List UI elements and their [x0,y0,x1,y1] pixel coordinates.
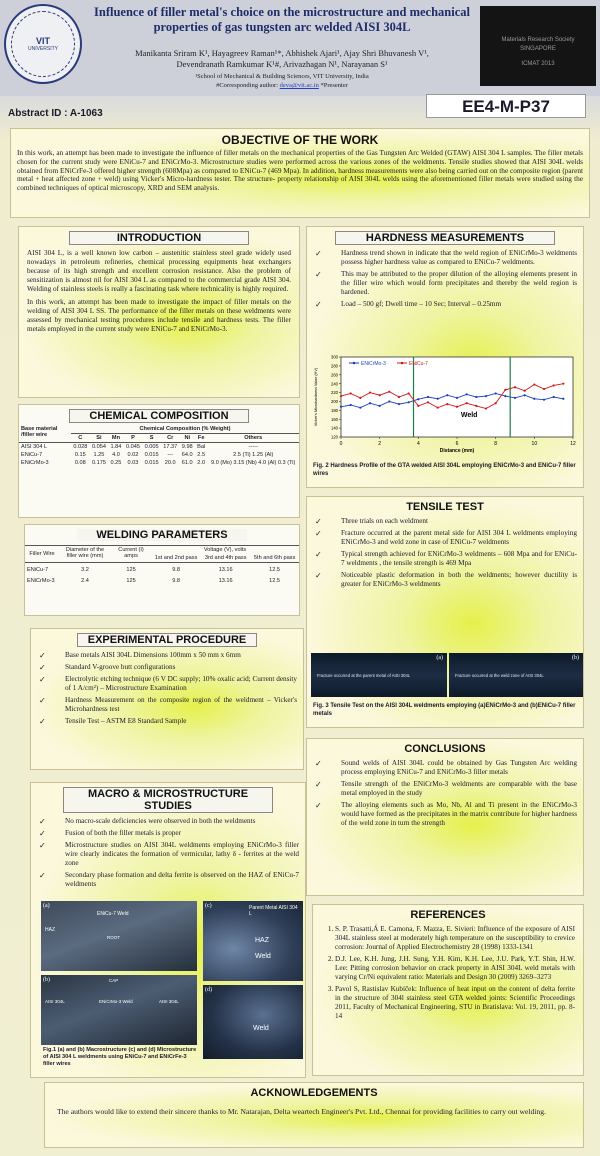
macro-label-a: (a) [43,903,50,909]
chemical-composition-heading: CHEMICAL COMPOSITION [69,409,249,423]
welding-voltage-cell: 9.8 [172,578,180,584]
hardness-list [307,245,583,316]
author-email-link[interactable]: deva@vit.ac.in [279,82,319,89]
data-point-enicu-7 [359,397,361,399]
welding-pass-3: 5th and 6th pass [250,554,299,563]
macro-haz-label-a: HAZ [45,927,55,933]
data-point-enicrmo-3 [475,396,477,398]
macro-item: ✓ Secondary phase formation and delta ferrite is observed on the HAZ of ENiCu-7 weldments [37,871,299,889]
micro-label-c: (c) [205,903,212,909]
data-point-enicu-7 [340,395,342,397]
microstructure-image-c [203,901,303,981]
conclusions-heading: CONCLUSIONS [404,743,486,755]
chem-group-header: Chemical Composition (% Weight) [71,425,299,434]
chem-row-name: ENiCu-7 [21,452,43,458]
affiliation-line: ¹School of Mechanical & Building Sciences, VIT University, India [195,73,369,80]
macro-filler-label-b: ENiCrMo-3 Weld [99,999,133,1004]
poster-code: EE4-M-P37 [426,94,586,118]
chem-column-header: S [142,434,161,443]
chem-cell: 2.0 [197,460,206,466]
welding-wire-cell: ENiCrMo-3 [27,578,55,584]
welding-pass-2: 3rd and 4th pass [201,554,250,563]
references-section [312,904,584,1076]
introduction-heading: INTRODUCTION [69,231,249,245]
affiliation [92,72,472,90]
data-point-enicu-7 [475,405,477,407]
data-point-enicu-7 [543,388,545,390]
data-point-enicu-7 [446,403,448,405]
tensile-section [306,496,584,728]
experimental-procedure-heading: EXPERIMENTAL PROCEDURE [77,633,257,647]
chem-row-name: AISI 304 L [21,444,48,450]
y-tick-label: 260 [331,372,338,378]
chem-cell: 0.02 [127,452,139,458]
data-point-enicrmo-3 [427,396,429,398]
data-point-enicrmo-3 [466,393,468,395]
presenter-note: *Presenter [318,82,348,89]
data-point-enicu-7 [437,407,439,409]
poster-header [0,0,600,96]
data-point-enicrmo-3 [379,405,381,407]
experimental-procedure-section [30,628,304,770]
corresponding-author-line [92,81,472,90]
vit-logo-subtext: UNIVERSITY [27,46,58,52]
data-point-enicu-7 [408,392,410,394]
mrs-logo-line-1: Materials Research Society [501,37,575,43]
data-point-enicrmo-3 [369,402,371,404]
data-point-enicrmo-3 [340,406,342,408]
y-tick-label: 220 [331,390,338,396]
data-point-enicrmo-3 [553,396,555,398]
welding-current-cell: 125 [126,578,136,584]
macrostructure-image-a [41,901,197,971]
reference-item: 3. Pavol S, Rastislav Kubíček: Influence of heat input on the content of delta ferrite in the structure of 304l stainless steel GTA welded joints: Scientific Proceedings 2011, Faculty of Mechanical Engineering, STU in Bratislava: Vol. 19, 2011, pp. 8-14 [335,985,575,1021]
tensile-photo-text-b: Fracture occurred at the weld zone of AISI 304L [455,673,544,678]
welding-col-filler: Filler Wire [25,546,59,563]
welding-row [25,574,299,585]
reference-item: 2. D.J. Lee, K.H. Jung, J.H. Sung, Y.H. Kim, K.H. Lee, J.U. Park, Y.T. Shin, H.W. Lee: Pitting corrosion behavior on crack property in AISI 304L weld metals with varying Cr/Ni equivalent ratio: Materials and Design 30 (2009) 3269–3273 [335,955,575,982]
figure-1-caption: Fig.1 (a) and (b) Macrostructure (c) and (d) Microstructure of AISI 304 L weldments using ENiCu-7 and ENiCrFe-3 filler wires [43,1047,197,1067]
macro-microstructure-list [31,813,305,896]
hardness-item: ✓ Hardness trend shown in indicate that the weld region of ENiCrMo-3 weldments possess higher hardness value as compared to ENiCu-7 weldments. [313,249,577,267]
welding-voltage-cell: 12.5 [269,578,281,584]
tensile-item: ✓ Fracture occurred at the parent metal side for AISI 304 L weldments employing ENiCrMo-3 and weld zone in case of ENiCu-7 weldments [313,529,577,547]
data-point-enicu-7 [533,383,535,385]
vit-logo [4,4,82,84]
data-point-enicu-7 [456,406,458,408]
chem-cell: 0.005 [144,444,159,450]
chem-cell: 17.37 [163,444,178,450]
microstructure-image-d [203,985,303,1059]
chemical-composition-table [19,425,299,467]
x-tick-label: 4 [416,441,420,447]
mrs-logo-line-3: ICMAT 2013 [521,61,555,67]
data-point-enicrmo-3 [504,395,506,397]
mrs-logo-line-2: SINGAPORE [520,46,556,52]
data-point-enicrmo-3 [543,399,545,401]
acknowledgements-text: The authors would like to extend their sincere thanks to Mr. Natarajan, Delta weartech Engineer's Pvt. Ltd., Chennai for providing facilities to carry out welding. [57,1107,546,1116]
tensile-item: ✓ Noticeable plastic deformation in both the weldments; however ductility is greater for ENiCrMo-3 weldments [313,571,577,589]
objective-section [10,128,590,218]
data-point-enicu-7 [524,390,526,392]
data-point-enicu-7 [350,392,352,394]
chem-row [19,459,299,467]
data-point-enicrmo-3 [359,407,361,409]
authors-line-1: Manikanta Sriram K¹, Hayagreev Raman¹*, Abhishek Ajari¹, Ajay Shri Bhuvanesh V¹, [135,48,429,58]
data-point-enicrmo-3 [446,394,448,396]
data-point-enicu-7 [388,391,390,393]
chem-column-header: Fe [195,434,208,443]
micro-weld-label-c: Weld [255,953,271,960]
x-tick-label: 10 [531,441,538,447]
chemical-composition-section [18,404,300,518]
macro-item: ✓ Fusion of both the filler metals is proper [37,829,299,838]
abstract-id: Abstract ID : A-1063 [8,108,103,119]
chem-cell: 0.054 [91,444,106,450]
data-point-enicu-7 [514,386,516,388]
macro-microstructure-heading: MACRO & MICROSTRUCTURE STUDIES [63,787,273,813]
data-point-enicu-7 [562,383,564,385]
y-axis-label: Vicker's Microhardness Value (HV) [314,367,318,427]
chem-cell: 0.15 [74,452,86,458]
x-axis-label: Distance (mm) [439,448,475,454]
chem-cell: 0.175 [91,460,106,466]
y-tick-label: 120 [331,434,338,440]
data-point-enicrmo-3 [514,397,516,399]
introduction-para-2: In this work, an attempt has been made to investigate the impact of filler metals on the welding of AISI 304 L SS. The performance of the filler metals on these weldments were assessed by mechanical testing procedures include tensile and hardness tests. The filler metals employed in the current study were ENiCu-7 and ENiCrMo-3. [27,298,291,333]
data-point-enicrmo-3 [398,403,400,405]
chem-cell: 2.5 [197,452,206,458]
references-list [313,921,583,1028]
x-tick-label: 8 [494,441,498,447]
chem-cell: 9.98 [181,444,193,450]
tensile-photo-label-b: (b) [572,655,579,661]
macro-filler-label-a: ENiCu-7 Weld [97,911,129,917]
welding-col-diameter: Diameter of the filler wire (mm) [59,546,111,563]
macro-item: ✓ Microstructure studies on AISI 304L weldments employing ENiCrMo-3 filler wire clearly indicates the formation of vermicular, lathy δ - ferrites at the weld zone [37,841,299,868]
chem-column-header: Cr [161,434,180,443]
hardness-item: ✓ Load – 500 gf; Dwell time – 10 Sec; Interval – 0.25mm [313,300,577,309]
micro-weld-label-d: Weld [253,1025,269,1032]
data-point-enicu-7 [379,394,381,396]
y-tick-label: 300 [331,354,338,360]
welding-diameter-cell: 2.4 [81,578,89,584]
hardness-chart [311,347,581,457]
authors [92,48,472,70]
legend-marker [353,362,356,365]
welding-parameters-table [25,545,299,585]
conclusions-list [307,755,583,835]
chem-cell: 0.08 [74,460,86,466]
experimental-procedure-list [31,647,303,733]
data-point-enicrmo-3 [437,398,439,400]
y-tick-label: 180 [331,407,338,413]
legend-label: ENiCu-7 [409,360,428,367]
tensile-list [307,513,583,596]
experimental-item: ✓ Tensile Test – ASTM E8 Standard Sample [37,717,297,726]
macro-cap-label-b: CAP [109,978,119,983]
chem-cell: 0.015 [144,452,159,458]
chem-cell: 0.015 [144,460,159,466]
welding-pass-1: 1st and 2nd pass [151,554,201,563]
hardness-item: ✓ This may be attributed to the proper dilution of the alloying elements present in the filler wire which would form precipitates and thereby the weld region is hardened. [313,270,577,297]
data-point-enicu-7 [369,391,371,393]
chem-cell: 0.028 [73,444,88,450]
chem-cell: 0.045 [125,444,140,450]
chem-cell: 0.03 [127,460,139,466]
macro-label-b: (b) [43,977,50,983]
data-point-enicrmo-3 [524,394,526,396]
data-point-enicrmo-3 [495,392,497,394]
x-tick-label: 6 [455,441,459,447]
chem-column-header: Si [90,434,109,443]
x-tick-label: 12 [570,441,576,447]
welding-wire-cell: ENiCu-7 [27,567,49,573]
welding-current-cell: 125 [126,567,136,573]
data-point-enicu-7 [427,401,429,403]
chem-cell: 64.0 [181,452,193,458]
macrostructure-image-b [41,975,197,1045]
corresponding-prefix: #Corresponding author: [216,82,280,89]
experimental-item: ✓ Standard V-groove butt configurations [37,663,297,672]
welding-voltage-cell: 13.16 [218,578,233,584]
tensile-photo-text-a: Fracture occurred at the parent metal of AISI 304L [317,673,411,678]
data-point-enicu-7 [553,384,555,386]
data-point-enicu-7 [485,407,487,409]
chem-column-header: Mn [108,434,123,443]
welding-voltage-cell: 13.16 [218,567,233,573]
chem-cell: Bal [197,444,206,450]
data-point-enicu-7 [398,396,400,398]
chem-row [19,443,299,452]
acknowledgements-heading: ACKNOWLEDGEMENTS [250,1087,378,1099]
weld-annotation: Weld [460,412,478,419]
chem-column-header: Others [207,434,299,443]
chem-column-header: Ni [180,434,195,443]
objective-text: In this work, an attempt has been made to investigate the influence of filler metals on the mechanical properties of the Gas Tungsten Arc Welded (GTAW) AISI 304 L samples. The filler metals chosen for the current study were ENiCu-7 and ENiCrMo-3. Microstructure studies were performed across the various zones of the weldments. Tensile studies showed that AISI 304L welds obtained from ENiCrFe-3 offered higher strength (608Mpa) as compared to ENiCu-7 (469 Mpa). In addition, hardness measurements were also being carried out on the composite region (parent metal + heat affected zone + weld) using Vicker's Micro-hardness tester. The structure- property relationship of AISI 304L welds using the aforementioned filler metals were studied using the combined techniques of optical microscopy, XRD and SEM analysis. [17,148,583,193]
welding-row [25,563,299,575]
figure-3-caption: Fig. 3 Tensile Test on the AISI 304L weldments employing (a)ENiCrMo-3 and (b)ENiCu-7 filler metals [313,703,576,717]
data-point-enicu-7 [417,405,419,407]
macro-aisi-right-label-b: AISI 304L [159,999,179,1004]
data-point-enicu-7 [495,402,497,404]
x-tick-label: 0 [339,441,343,447]
y-tick-label: 200 [331,399,338,405]
chem-cell: 9.0 (Mo) 3.15 (Nb) 4.0 (Al) 0.3 (Ti) [211,460,296,466]
chem-corner-header: Base material /filler wire [19,425,71,443]
chem-cell: 1.25 [93,452,105,458]
hardness-heading: HARDNESS MEASUREMENTS [335,231,555,245]
conclusion-item: ✓ Sound welds of AISI 304L could be obtained by Gas Tungsten Arc welding process employing ENiCu-7 and ENiCrMo-3 filler metals [313,759,577,777]
chem-cell: 0.25 [110,460,122,466]
welding-diameter-cell: 3.2 [81,567,89,573]
welding-parameters-heading: WELDING PARAMETERS [77,529,247,541]
welding-voltage-cell: 9.8 [172,567,180,573]
legend-label: ENiCrMo-3 [361,360,386,367]
tensile-item: ✓ Three trials on each weldment [313,517,577,526]
y-tick-label: 240 [331,381,338,387]
macro-item: ✓ No macro-scale deficiencies were observed in both the weldments [37,817,299,826]
y-tick-label: 160 [331,416,338,422]
data-point-enicu-7 [504,389,506,391]
chem-cell: 1.84 [110,444,122,450]
micro-parent-metal-label: Parent Metal AISI 304 L [249,905,298,917]
chem-cell: ----- [248,444,258,450]
chem-cell: 4.0 [112,452,120,458]
legend-marker [401,362,404,365]
macro-root-label-a: ROOT [107,935,120,940]
data-point-enicrmo-3 [562,398,564,400]
data-point-enicrmo-3 [388,400,390,402]
references-heading: REFERENCES [410,909,486,921]
micro-haz-label-c: HAZ [255,937,269,944]
figure-2-caption: Fig. 2 Hardness Profile of the GTA welded AISI 304L employing ENiCrMo-3 and ENiCu-7 filler wires [313,463,576,477]
welding-voltage-cell: 12.5 [269,567,281,573]
experimental-item: ✓ Hardness Measurement on the composite region of the weldment – Vicker's Microhardness test [37,696,297,714]
chem-column-header: C [71,434,90,443]
acknowledgements-section [44,1082,584,1148]
data-point-enicrmo-3 [417,398,419,400]
chem-row-name: ENiCrMo-3 [21,460,49,466]
data-point-enicrmo-3 [350,404,352,406]
data-point-enicrmo-3 [408,401,410,403]
y-tick-label: 140 [331,425,338,431]
tensile-heading: TENSILE TEST [406,501,484,513]
data-point-enicrmo-3 [485,395,487,397]
y-tick-label: 280 [331,363,338,369]
tensile-photo-a [311,653,447,697]
experimental-item: ✓ Base metals AISI 304L Dimensions 100mm x 50 mm x 6mm [37,651,297,660]
chem-row [19,451,299,459]
macro-microstructure-section [30,782,306,1078]
mrs-logo [480,6,596,86]
welding-col-current: Current (I) amps [111,546,151,563]
conclusions-section [306,738,584,896]
authors-line-2: Devendranath Ramkumar K¹#, Arivazhagan N¹, Narayanan S¹ [176,59,388,69]
chem-column-header: P [124,434,143,443]
chem-cell: 20.0 [164,460,176,466]
poster-title: Influence of filler metal's choice on the microstructure and mechanical properties of gas tungsten arc welded AISI 304L [94,5,470,34]
hardness-section [306,226,584,488]
welding-col-voltage: Voltage (V), volts [151,546,299,555]
tensile-photo-label-a: (a) [436,655,443,661]
welding-parameters-section [24,524,300,616]
vit-logo-text: VIT [35,36,50,46]
data-point-enicrmo-3 [533,398,535,400]
data-point-enicrmo-3 [456,397,458,399]
macro-aisi-left-label-b: AISI 304L [45,999,65,1004]
reference-item: 1. S. P. Trasatti,Á E. Camona, F. Mazza, E. Sivieri: Influence of the exposure of AISI 304L stainless steel at moderately high temperature on the susceptibility to crevice corrosion: Journal of Applied Electrochemistry 28 (1998) 1333-1341 [335,925,575,952]
micro-label-d: (d) [205,987,212,993]
tensile-photo-b [449,653,583,697]
x-tick-label: 2 [378,441,382,447]
chem-cell: 61.0 [181,460,193,466]
experimental-item: ✓ Electrolytic etching technique (6 V DC supply; 10% oxalic acid; Current density of 1 A/cm²) – Microstructure Examination [37,675,297,693]
tensile-item: ✓ Typical strength achieved for ENiCrMo-3 weldments – 608 Mpa and for ENiCu-7 weldments , the tensile strength is 469 Mpa [313,550,577,568]
conclusion-item: ✓ The alloying elements such as Mo, Nb, Al and Ti present in the ENiCrMo-3 would have formed as the precipitates in the matrix contribute for higher hardness of the weld zone in turn the strength [313,801,577,828]
introduction-para-1: AISI 304 L, is a well known low carbon – austenitic stainless steel grade widely used nowadays in petroleum refineries, chemical processing equipments heat exchangers because of its high strength and excellent corrosion resistance. Also the problem of sensitization is almost nil for AISI 304 L as compared to the commercial grade AISI 304. Welding of stainless steels is really a fascinating task where technicality is highly required. [27,249,291,293]
introduction-section [18,226,300,398]
chem-cell: 2.5 (Ti) 1.25 (Al) [233,452,274,458]
chem-cell: --- [167,452,174,458]
conclusion-item: ✓ Tensile strength of the ENiCrMo-3 weldments are comparable with the base metal employed in the study [313,780,577,798]
data-point-enicu-7 [466,402,468,404]
objective-heading: OBJECTIVE OF THE WORK [221,133,379,147]
